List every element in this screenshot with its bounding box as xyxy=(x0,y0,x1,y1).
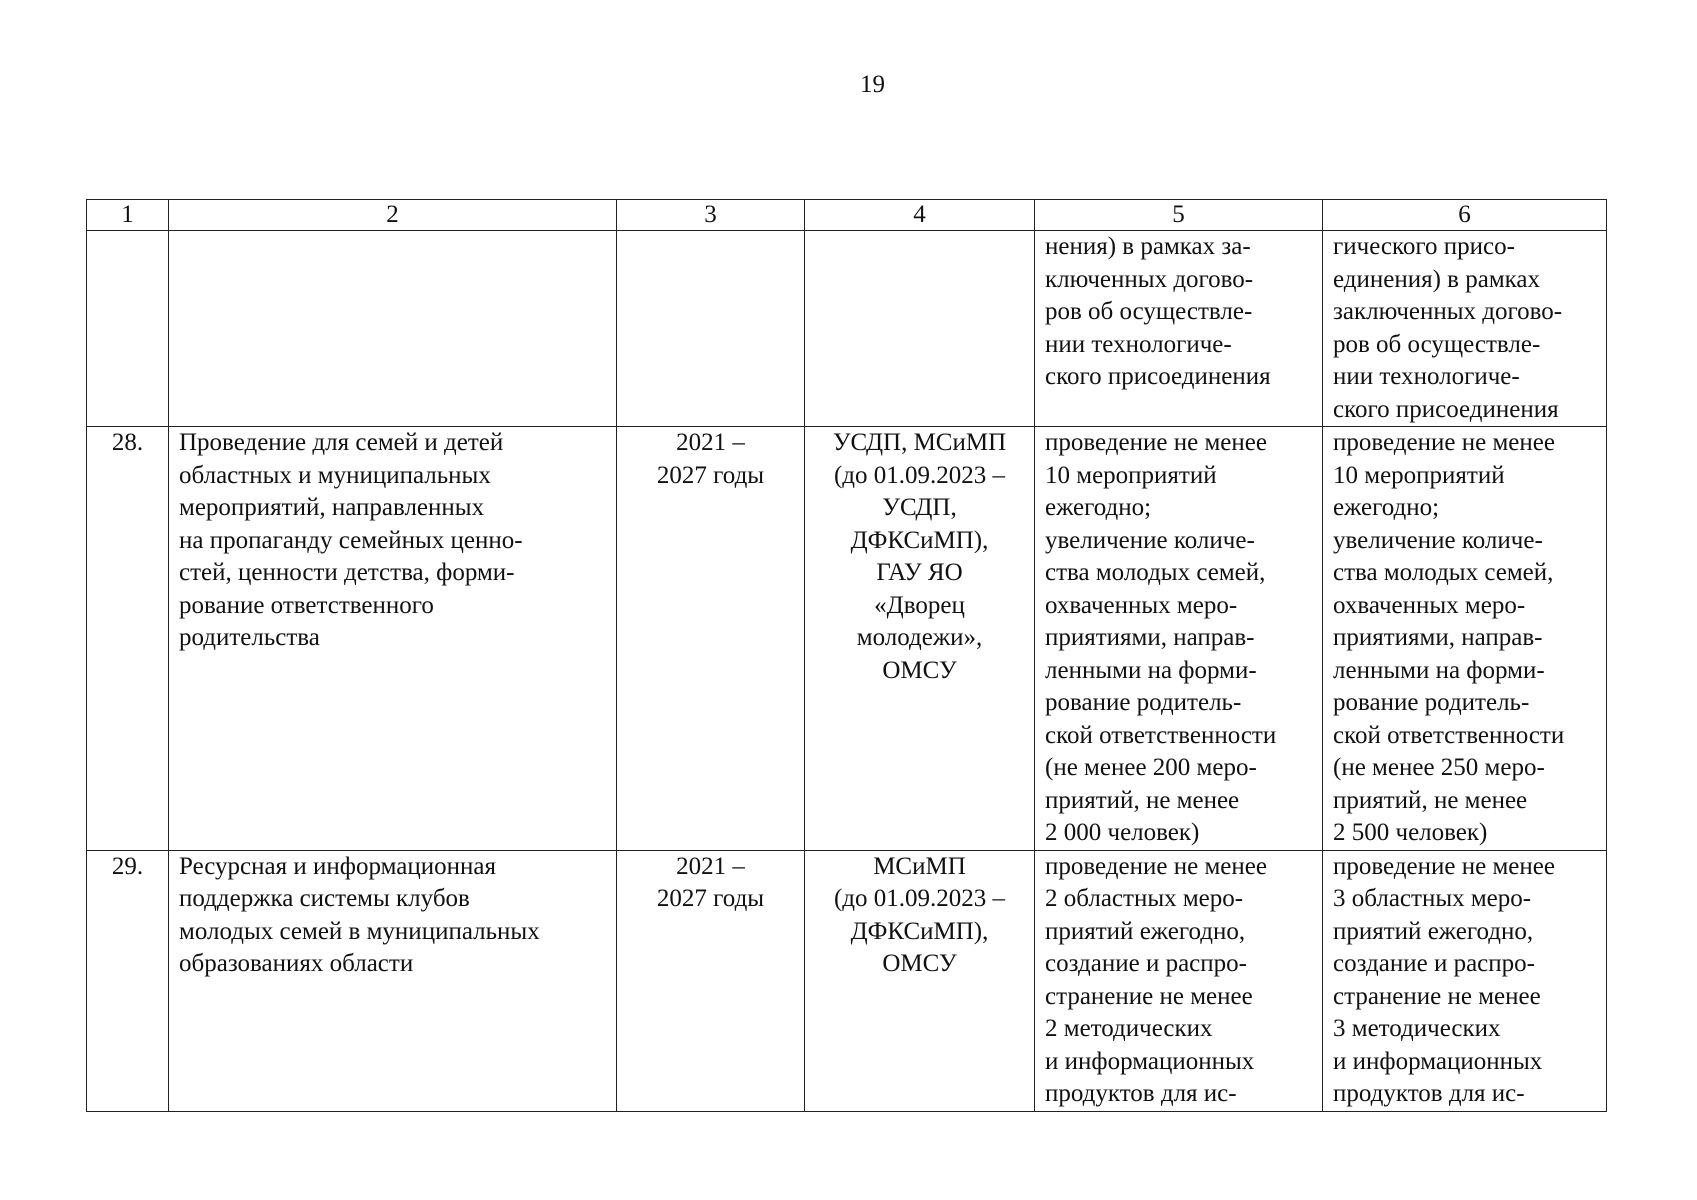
result-plan-text: проведение не менее 2 областных меро- приятий ежегодно, создание и распро- странение не менее 2 методических и информационных продуктов для ис- xyxy=(1045,852,1267,1107)
item-number-cell xyxy=(87,850,169,1111)
executors-text: УСДП, МСиМП (до 01.09.2023 – УСДП, ДФКСиМП), ГАУ ЯО «Дворец молодежи», ОМСУ xyxy=(832,429,1007,684)
executors-cell xyxy=(805,850,1035,1111)
result-final-cell xyxy=(1323,231,1607,427)
activity-text: Проведение для семей и детей областных и муниципальных мероприятий, направленных на пропаганду семейных ценно- стей, ценности детства, форми- рование ответственного родительства xyxy=(179,429,523,651)
executors-text: МСиМП (до 01.09.2023 – ДФКСиМП), ОМСУ xyxy=(833,852,1006,977)
period-text: 2021 – 2027 годы xyxy=(656,852,765,912)
activity-text: Ресурсная и информационная поддержка системы клубов молодых семей в муниципальных образованиях области xyxy=(179,852,540,977)
column-header: 1 xyxy=(87,200,169,231)
column-header: 4 xyxy=(805,200,1035,231)
result-plan-text: нения) в рамках за- ключенных догово- ров об осуществле- нии технологиче- ского присоединения xyxy=(1045,233,1271,390)
result-final-cell xyxy=(1323,427,1607,851)
result-plan-cell xyxy=(1035,427,1323,851)
result-final-text: проведение не менее 10 мероприятий ежегодно; увеличение количе- ства молодых семей, охваченных меро- приятиями, направ- ленными на форми- рование родитель- ской ответственности (не менее 250 меро- приятий, не менее 2 500 человек) xyxy=(1333,429,1565,846)
table-row xyxy=(87,231,1607,427)
column-header: 3 xyxy=(617,200,805,231)
period-cell xyxy=(617,231,805,427)
period-cell xyxy=(617,850,805,1111)
item-number-cell xyxy=(87,427,169,851)
table-row xyxy=(87,850,1607,1111)
column-header: 2 xyxy=(169,200,617,231)
activity-cell xyxy=(169,231,617,427)
result-plan-cell xyxy=(1035,850,1323,1111)
measures-table xyxy=(86,199,1607,1112)
table-header-row xyxy=(87,200,1607,231)
result-final-text: гического присо- единения) в рамках заключенных догово- ров об осуществле- нии технологиче- ского присоединения xyxy=(1333,233,1563,423)
page-number: 19 xyxy=(860,71,885,98)
item-number-cell xyxy=(87,231,169,427)
result-final-text: проведение не менее 3 областных меро- приятий ежегодно, создание и распро- странение не менее 3 методических и информационных продуктов для ис- xyxy=(1333,852,1555,1107)
result-plan-cell xyxy=(1035,231,1323,427)
table-row xyxy=(87,427,1607,851)
item-number: 29. xyxy=(111,852,144,880)
result-final-cell xyxy=(1323,850,1607,1111)
activity-cell xyxy=(169,850,617,1111)
column-header: 5 xyxy=(1035,200,1323,231)
period-cell xyxy=(617,427,805,851)
executors-cell xyxy=(805,231,1035,427)
executors-cell xyxy=(805,427,1035,851)
column-header: 6 xyxy=(1323,200,1607,231)
period-text: 2021 – 2027 годы xyxy=(656,429,765,489)
result-plan-text: проведение не менее 10 мероприятий ежегодно; увеличение количе- ства молодых семей, охваченных меро- приятиями, направ- ленными на форми- рование родитель- ской ответственности (не менее 200 меро- приятий, не менее 2 000 человек) xyxy=(1045,429,1277,846)
activity-cell xyxy=(169,427,617,851)
item-number: 28. xyxy=(111,429,144,456)
